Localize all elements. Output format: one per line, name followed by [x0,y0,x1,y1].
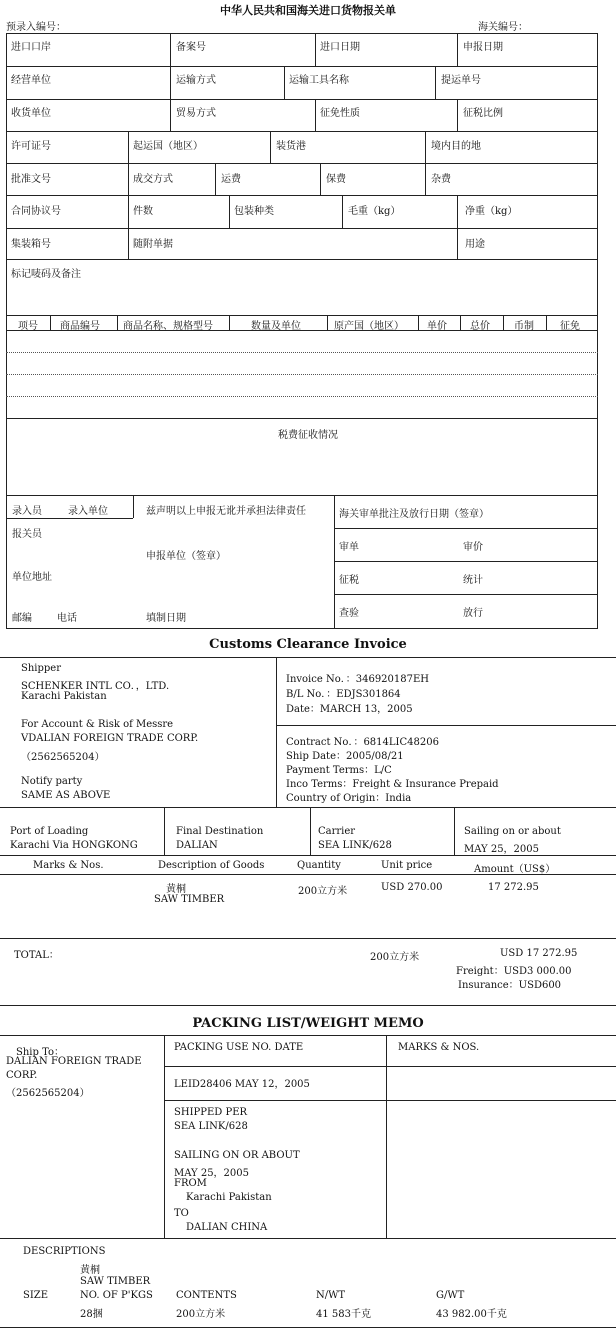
goods-header-unit-price: 单价 [427,321,447,332]
marks-remarks-label: 标记唛码及备注 [11,269,81,280]
inco-terms: Inco Terms：Freight & Insurance Prepaid [286,779,499,790]
release-label: 放行 [463,608,483,619]
approval-number-label: 批准文号 [11,174,51,185]
gross-weight-value: 43 982.00千克 [436,1309,507,1320]
packing-list-title: PACKING LIST/WEIGHT MEMO [192,1016,424,1031]
contents-label: CONTENTS [176,1290,237,1301]
goods-header-currency: 币制 [514,321,534,332]
notify-party-label: Notify party [21,776,83,787]
record-number-label: 备案号 [176,42,206,53]
goods-header-name-spec: 商品名称、规格型号 [123,321,213,332]
shipper-name: SCHENKER INTL CO．，LTD. [21,681,170,692]
operating-unit-label: 经营单位 [11,75,51,86]
conveyance-name-label: 运输工具名称 [289,75,349,86]
tax-ratio-label: 征税比例 [463,108,503,119]
goods-header-item-no: 项号 [18,321,38,332]
net-weight-label: 净重（kg） [465,206,518,217]
declaring-unit-label: 申报单位（签章） [146,551,226,562]
goods-header-exemption: 征免 [560,321,580,332]
insurance-amount: Insurance：USD600 [458,980,562,991]
invoice-title: Customs Clearance Invoice [209,637,407,652]
ship-to-line-1: DALIAN FOREIGN TRADE [6,1056,142,1067]
declaration-statement: 兹声明以上申报无讹并承担法律责任 [146,506,306,517]
carrier-label: Carrier [318,826,356,837]
customs-approval-label: 海关审单批注及放行日期（签章） [339,509,489,520]
document-audit-label: 审单 [339,542,359,553]
from-value: Karachi Pakistan [186,1192,272,1203]
usage-label: 用途 [465,239,485,250]
import-port-label: 进口口岸 [11,42,51,53]
phone-label: 电话 [57,613,77,624]
license-number-label: 许可证号 [11,141,51,152]
to-label: TO [174,1208,189,1219]
marks-nos-label: MARKS & NOS. [398,1042,480,1053]
transport-mode-label: 运输方式 [176,75,216,86]
departure-country-label: 起运国（地区） [133,141,203,152]
packing-use-value: LEID28406 MAY 12，2005 [174,1079,310,1090]
item-name-en: SAW TIMBER [154,894,225,905]
import-date-label: 进口日期 [320,42,360,53]
declaration-title: 中华人民共和国海关进口货物报关单 [220,4,396,17]
total-amount: USD 17 272.95 [500,948,578,959]
container-number-label: 集装箱号 [11,239,51,250]
bill-of-lading-number: B/L No．：EDJS301864 [286,689,401,700]
item-unit-price: USD 270.00 [381,882,443,893]
package-count-label: 件数 [133,206,153,217]
goods-header-commodity-code: 商品编号 [60,321,100,332]
item-amount: 17 272.95 [488,882,539,893]
tax-collection-label: 税费征收情况 [278,430,338,441]
tax-levy-label: 征税 [339,575,359,586]
number-of-packages-label: NO. OF P'KGS [80,1290,153,1301]
final-destination-value: DALIAN [176,840,218,851]
descriptions-label: DESCRIPTIONS [23,1246,106,1257]
sailing-date-value: MAY 25，2005 [174,1168,250,1179]
postcode-label: 邮编 [12,613,32,624]
account-code: （2562565204） [21,752,105,763]
shipper-city: Karachi Pakistan [21,691,107,702]
net-weight-header: N/WT [316,1290,346,1301]
vessel-value: SEA LINK/628 [174,1121,248,1132]
invoice-date: Date：MARCH 13，2005 [286,704,413,715]
declarant-label: 报关员 [12,529,42,540]
freight-amount: Freight：USD3 000.00 [456,966,572,977]
item-quantity: 200立方米 [298,886,348,897]
shipper-label: Shipper [21,663,61,674]
total-label: TOTAL： [14,950,59,961]
port-of-loading-label: Port of Loading [10,826,89,837]
contract-number-label: 合同协议号 [11,206,61,217]
goods-header-origin: 原产国（地区） [334,321,404,332]
item-name-cn: 黄桐 [166,884,186,895]
packing-use-label: PACKING USE NO. DATE [174,1042,304,1053]
contents-value: 200立方米 [176,1309,226,1320]
sailing-about-label: SAILING ON OR ABOUT [174,1150,300,1161]
insurance-fee-label: 保费 [326,174,346,185]
to-value: DALIAN CHINA [186,1222,268,1233]
consignee-label: 收货单位 [11,108,51,119]
price-review-label: 审价 [463,542,483,553]
customs-number-label: 海关编号： [478,22,528,33]
column-quantity: Quantity [297,860,341,871]
package-type-label: 包装种类 [234,206,274,217]
notify-party-value: SAME AS ABOVE [21,790,111,801]
from-label: FROM [174,1178,207,1189]
exemption-nature-label: 征免性质 [320,108,360,119]
packing-item-name-cn: 黄桐 [80,1265,100,1276]
loading-port-label: 装货港 [276,141,306,152]
pre-entry-number-label: 预录入编号： [6,22,66,33]
packing-item-name-en: SAW TIMBER [80,1276,151,1287]
gross-weight-label: 毛重（kg） [348,206,401,217]
column-unit-price: Unit price [381,860,433,871]
shipped-per-label: SHIPPED PER [174,1107,248,1118]
sailing-label: Sailing on or about [464,826,561,837]
goods-header-total-price: 总价 [470,321,490,332]
total-quantity: 200立方米 [370,952,420,963]
inspection-label: 查验 [339,608,359,619]
final-destination-label: Final Destination [176,826,264,837]
country-of-origin: Country of Origin：India [286,793,412,804]
payment-terms: Payment Terms：L/C [286,765,392,776]
sailing-value: MAY 25，2005 [464,844,540,855]
size-label: SIZE [23,1290,49,1301]
domestic-destination-label: 境内目的地 [431,141,481,152]
entry-clerk-label: 录入员 [12,506,42,517]
freight-label: 运费 [221,174,241,185]
number-of-packages-value: 28捆 [80,1309,103,1320]
ship-to-code: （2562565204） [6,1088,90,1099]
carrier-value: SEA LINK/628 [318,840,392,851]
attached-documents-label: 随附单据 [133,239,173,250]
bill-of-lading-number-label: 提运单号 [441,75,481,86]
net-weight-value: 41 583千克 [316,1309,371,1320]
port-of-loading-value: Karachi Via HONGKONG [10,840,138,851]
unit-address-label: 单位地址 [12,572,52,583]
contract-number: Contract No．：6814LIC48206 [286,737,439,748]
account-name: VDALIAN FOREIGN TRADE CORP. [21,733,199,744]
trade-mode-label: 贸易方式 [176,108,216,119]
column-marks-nos: Marks & Nos. [33,860,104,871]
declaration-date-label: 申报日期 [463,42,503,53]
invoice-number: Invoice No．：346920187EH [286,674,430,685]
fill-date-label: 填制日期 [146,613,186,624]
transaction-mode-label: 成交方式 [133,174,173,185]
ship-date: Ship Date：2005/08/21 [286,751,404,762]
miscellaneous-fee-label: 杂费 [431,174,451,185]
ship-to-label: Ship To： [16,1047,64,1058]
ship-to-line-2: CORP. [6,1070,38,1081]
gross-weight-header: G/WT [436,1290,465,1301]
account-risk-label: For Account & Risk of Messre [21,719,174,730]
statistics-label: 统计 [463,575,483,586]
column-description: Description of Goods [158,860,265,871]
entry-unit-label: 录入单位 [68,506,108,517]
goods-header-qty-unit: 数量及单位 [251,321,301,332]
column-amount: Amount（US$） [474,864,556,875]
